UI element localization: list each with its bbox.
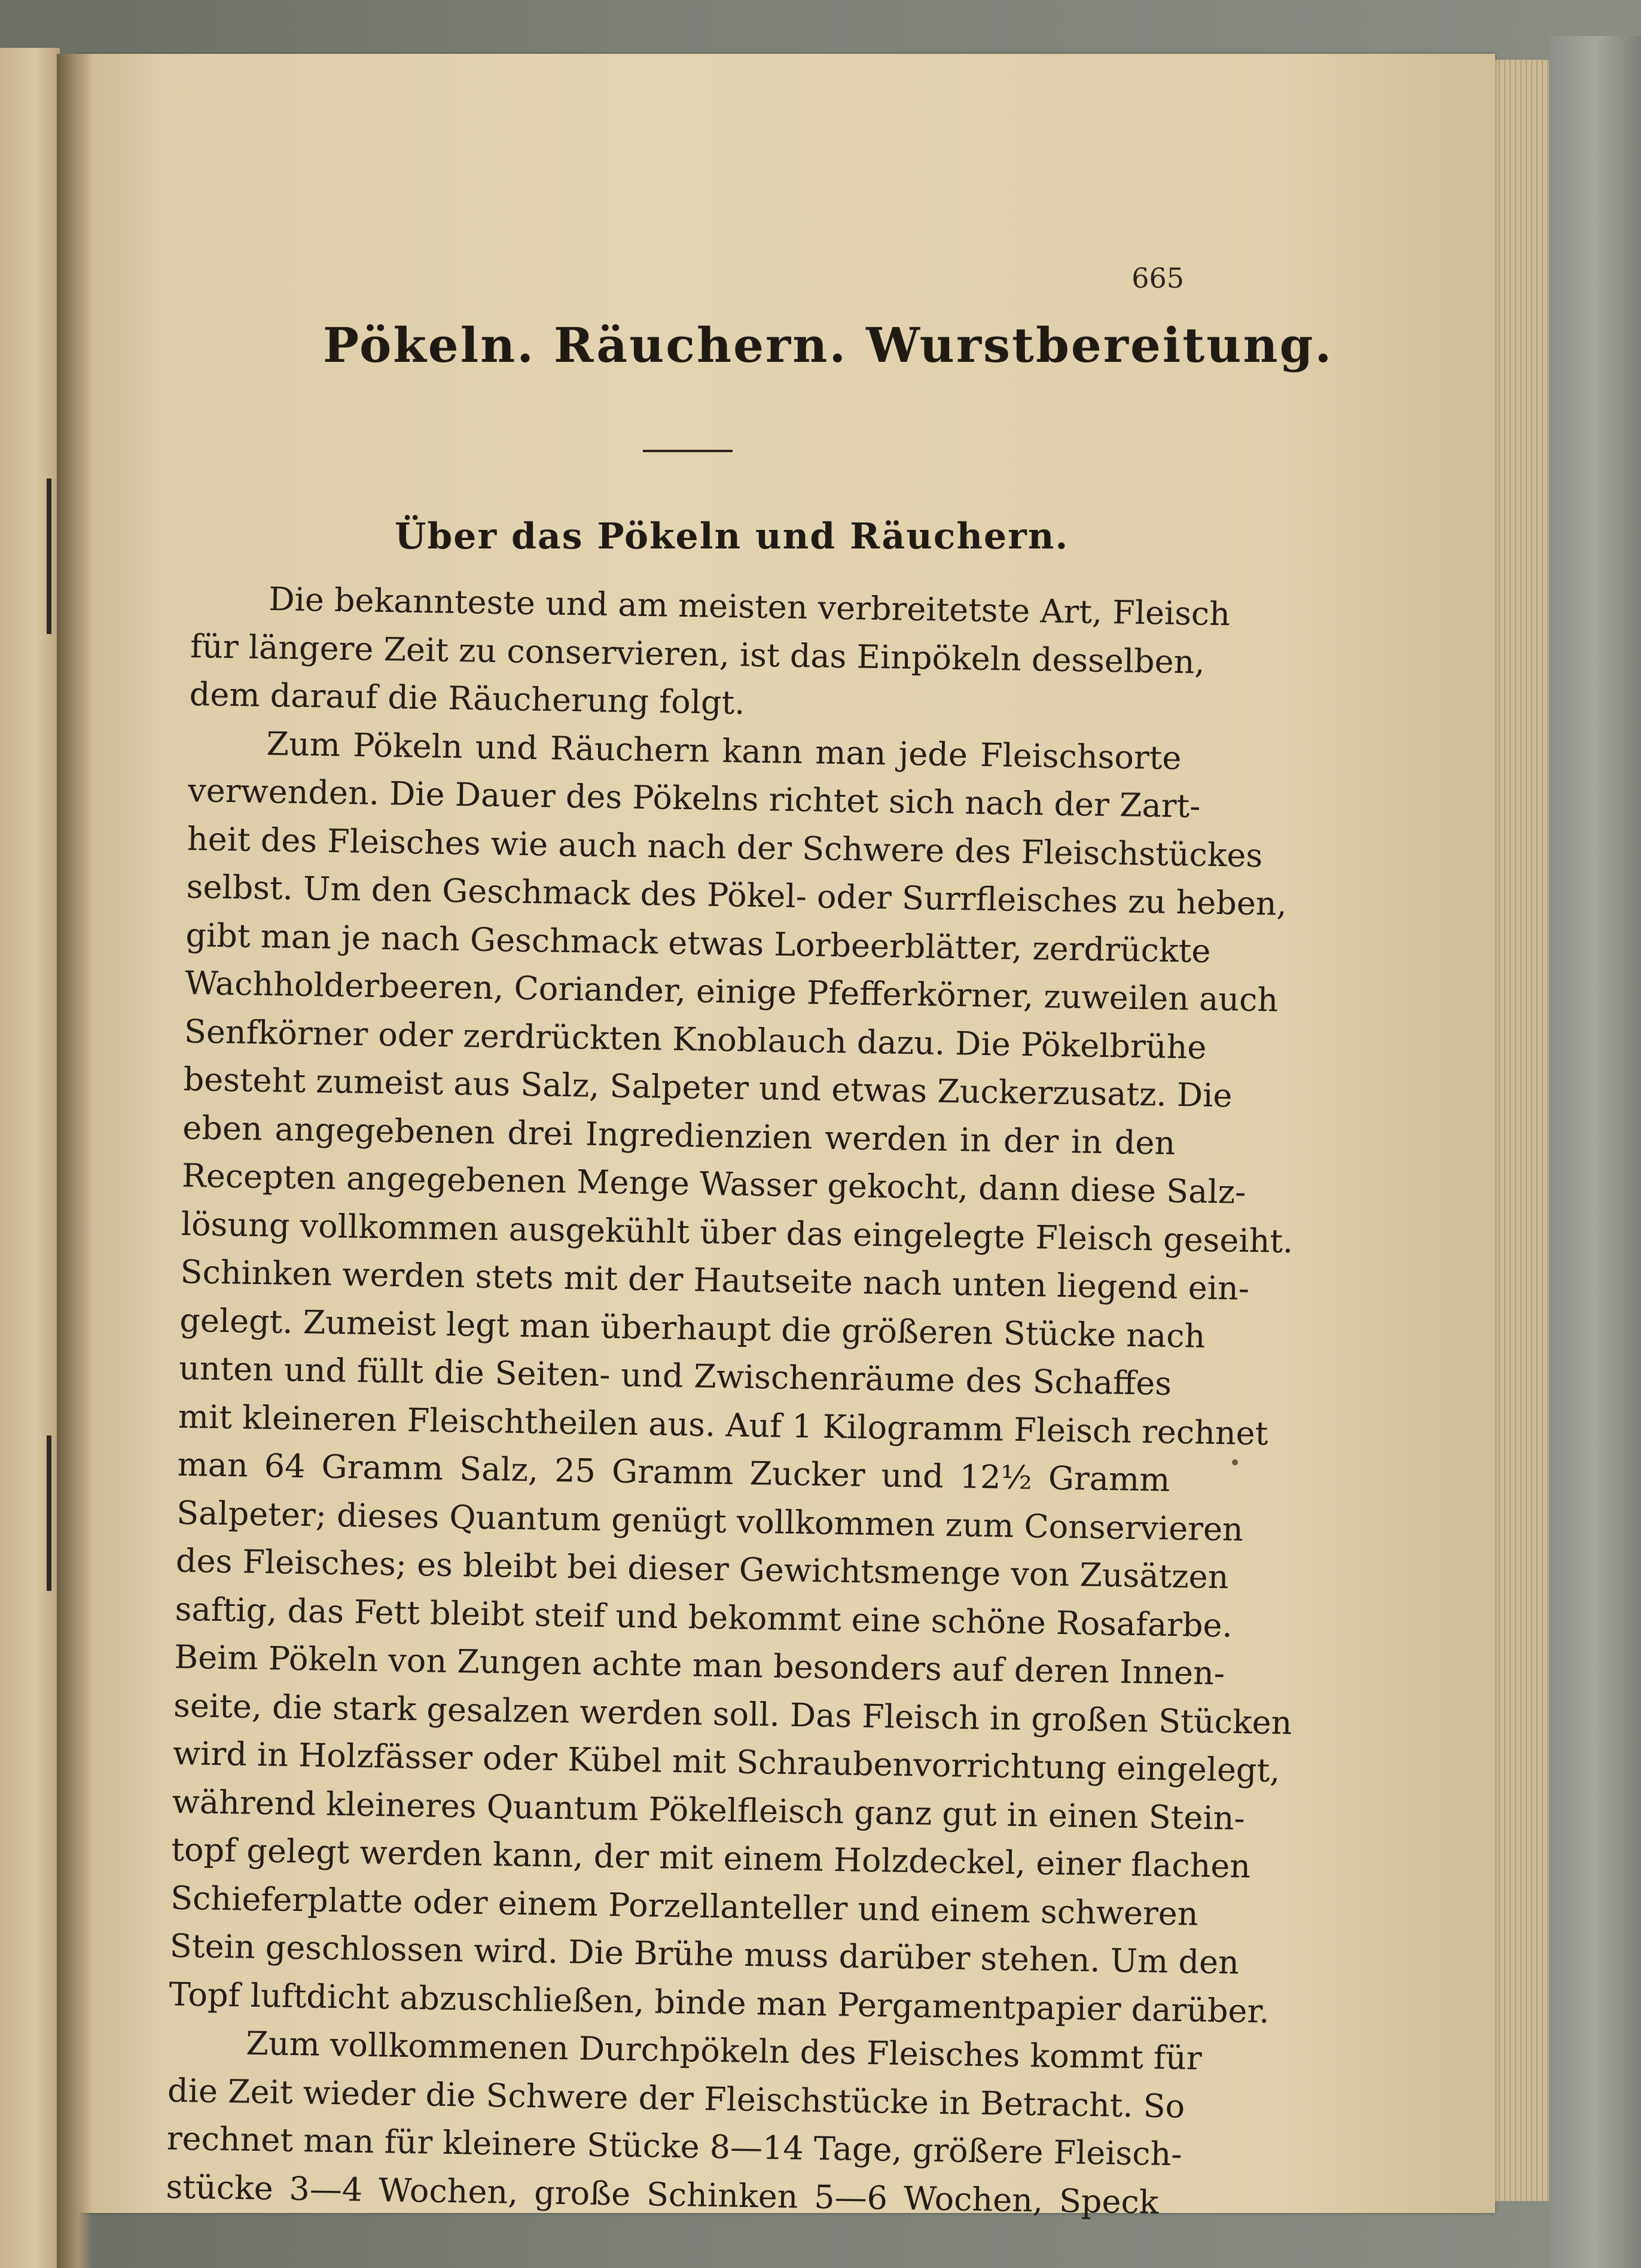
text-line: für längere Zeit zu conservieren, ist das Einpökeln desselben,	[190, 627, 1206, 681]
text-line: gibt man je nach Geschmack etwas Lorbeerblätter, zerdrückte	[185, 916, 1211, 970]
text-line: verwenden. Die Dauer des Pökelns richtet sich nach der Zart-	[187, 771, 1201, 825]
page-edges	[1495, 60, 1549, 2201]
text-line: topf gelegt werden kann, der mit einem Holzdeckel, einer flachen	[171, 1830, 1251, 1886]
text-line: eben angegebenen drei Ingredienzien werden in der in den	[182, 1108, 1176, 1162]
text-line: des Fleisches; es bleibt bei dieser Gewichtsmenge von Zusätzen	[175, 1541, 1229, 1596]
text-line: Zum Pökeln und Räuchern kann man jede Fleischsorte	[266, 724, 1182, 777]
text-line: heit des Fleisches wie auch nach der Schwere des Fleischstückes	[187, 819, 1263, 874]
text-line: Senfkörner oder zerdrückten Knoblauch dazu. Die Pökelbrühe	[184, 1012, 1207, 1066]
text-line: die Zeit wieder die Schwere der Fleischstücke in Betracht. So	[167, 2071, 1185, 2125]
text-line: während kleineres Quantum Pökelfleisch ganz gut in einen Stein-	[172, 1782, 1246, 1837]
page-title: Pökeln. Räuchern. Wurstbereitung.	[323, 317, 1334, 373]
paper-spot	[1232, 1459, 1238, 1465]
text-line: gelegt. Zumeist legt man überhaupt die größeren Stücke nach	[179, 1301, 1206, 1355]
text-line: Beim Pökeln von Zungen achte man besonders auf deren Innen-	[174, 1638, 1225, 1693]
text-line: wird in Holzfässer oder Kübel mit Schraubenvorrichtung eingelegt,	[172, 1734, 1280, 1790]
page-number: 665	[1131, 262, 1184, 294]
left-page-edge	[0, 48, 60, 2268]
text-line: selbst. Um den Geschmack des Pökel- oder Surrfleisches zu heben,	[186, 867, 1288, 923]
text-line: mit kleineren Fleischtheilen aus. Auf 1 Kilogramm Fleisch rechnet	[178, 1397, 1268, 1452]
title-divider	[643, 450, 733, 452]
text-line: Salpeter; dieses Quantum genügt vollkommen zum Conservieren	[176, 1493, 1244, 1548]
text-line: rechnet man für kleinere Stücke 8—14 Tage, größere Fleisch-	[166, 2119, 1183, 2174]
text-line: stücke 3—4 Wochen, große Schinken 5—6 Wochen, Speck	[166, 2168, 1159, 2221]
left-page-margin-mark	[47, 1435, 51, 1591]
text-line: Schieferplatte oder einem Porzellanteller und einem schweren	[170, 1879, 1199, 1933]
text-line: Die bekannteste und am meisten verbreitetste Art, Fleisch	[268, 580, 1231, 633]
text-line: Stein geschlossen wird. Die Brühe muss darüber stehen. Um den	[169, 1926, 1240, 1982]
body-text	[166, 574, 1294, 2227]
text-line: besteht zumeist aus Salz, Salpeter und etwas Zuckerzusatz. Die	[183, 1060, 1233, 1115]
page-gutter	[57, 54, 93, 2268]
text-line: Topf luftdicht abzuschließen, binde man Pergamentpapier darüber.	[169, 1975, 1270, 2031]
text-line: dem darauf die Räucherung folgt.	[189, 675, 745, 722]
text-line: man 64 Gramm Salz, 25 Gramm Zucker und 12½ Gramm	[177, 1445, 1170, 1499]
text-line: Recepten angegebenen Menge Wasser gekocht, dann diese Salz-	[181, 1156, 1246, 1211]
text-line: lösung vollkommen ausgekühlt über das eingelegte Fleisch geseiht.	[181, 1205, 1294, 1260]
text-line: unten und füllt die Seiten- und Zwischenräume des Schaffes	[178, 1349, 1172, 1403]
text-line: seite, die stark gesalzen werden soll. Das Fleisch in großen Stücken	[173, 1686, 1292, 1742]
book-spine	[1549, 36, 1641, 2268]
text-line: saftig, das Fett bleibt steif und bekommt eine schöne Rosafarbe.	[175, 1590, 1233, 1645]
left-page-margin-mark	[47, 478, 51, 634]
text-line: Wachholderbeeren, Coriander, einige Pfefferkörner, zuweilen auch	[184, 964, 1279, 1019]
text-line: Zum vollkommenen Durchpökeln des Fleisches kommt für	[245, 2024, 1203, 2077]
text-line: Schinken werden stets mit der Hautseite nach unten liegend ein-	[180, 1252, 1250, 1307]
section-heading: Über das Pökeln und Räuchern.	[395, 516, 1069, 557]
